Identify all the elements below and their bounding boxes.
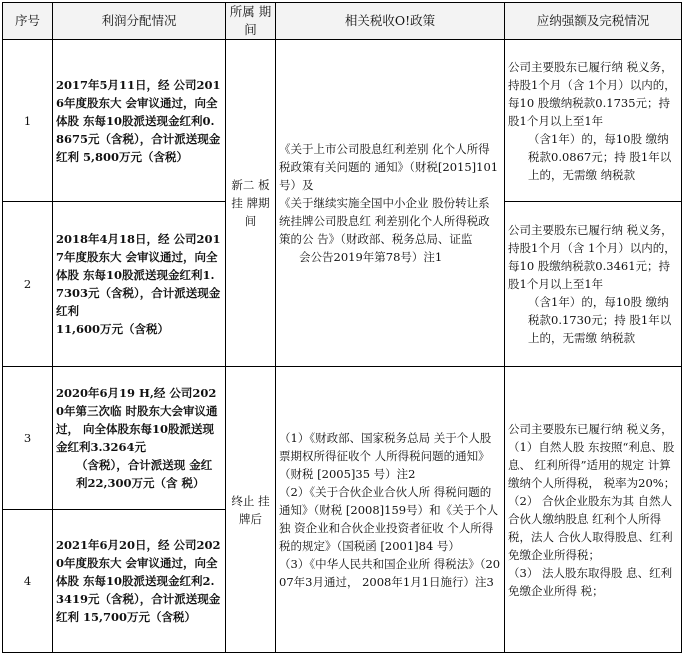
policy-text: （3）《中华人民共和国企业所 得税法》（2007年3月通过， 2008年1月1日施行）注3 — [279, 556, 501, 589]
profit-text: 2017年5月11日，经 公司2016年度股东大 会审议通过，向全体股 东每10股派送现金红利0.8675元（含税），合计派送现金红利 5,800万元（含税） — [56, 77, 221, 164]
tax-table — [2, 2, 682, 653]
profit-cell — [53, 202, 226, 367]
header-period: 所属 期间 — [226, 3, 276, 40]
profit-cell — [53, 510, 226, 653]
policy-cell — [276, 40, 505, 367]
profit-text: 2021年6月20日，经 公司2020年度股东大 会审议通过，向全体股 东每10股派送现金红利2.3419元（含税），合计派送现金红利 15,700万元（含税） — [56, 538, 221, 624]
policy-cell — [276, 367, 505, 653]
profit-text: （含税），合计派送现 金红利22,300万元（含 税） — [76, 458, 213, 490]
tax-text: （含1年）的，每10股 缴纳税款0.1730元；持 股1年以上的，无需缴 纳税款 — [528, 295, 672, 345]
tax-text: （含1年）的，每10股 缴纳税款0.0867元；持 股1年以上的，无需缴 纳税款 — [528, 131, 672, 182]
row-number: 2 — [3, 202, 53, 367]
tax-cell — [505, 202, 682, 367]
policy-text: （2）《关于合伙企业合伙人所 得税问题的通知》（财税 [2008]159号）和《关于个人独 资企业和合伙企业投资者征收 个人所得税的规定》（国税函 [2001]84 号） — [279, 484, 499, 553]
profit-text: 11,600万元（含税） — [56, 322, 170, 336]
table-row — [3, 40, 682, 202]
period-cell: 终止 挂 牌后 — [226, 367, 276, 653]
row-number: 3 — [3, 367, 53, 510]
header-tax: 应纳强额及完税情况 — [505, 3, 682, 40]
tax-cell — [505, 40, 682, 202]
profit-cell — [53, 40, 226, 202]
header-row — [3, 3, 682, 40]
tax-cell — [505, 367, 682, 653]
policy-text: 会公告2019年第78号）注1 — [299, 250, 443, 264]
tax-text: （2） 合伙企业股东为其 自然人合伙人缴纳股息 红利个人所得税，法人 合伙人取得股息、红利 免缴企业所得税； — [508, 493, 673, 562]
policy-text: （1）《财政部、国家税务总局 关于个人股票期权所得征收个 人所得税问题的通知》（财税 [2005]35 号）注2 — [279, 430, 492, 481]
header-policy: 相关税收O!政策 — [276, 3, 505, 40]
header-profit: 利润分配情况 — [53, 3, 226, 40]
tax-text: 公司主要股东已履行纳 税义务，持股1个月（含 1个月）以内的，每10 股缴纳税款0.1735元；持股1个月以上至1年 — [508, 59, 676, 128]
tax-text: （3） 法人股东取得股 息、红利免缴企业所得 税； — [508, 565, 673, 598]
table-row — [3, 367, 682, 510]
row-number: 1 — [3, 40, 53, 202]
tax-text: 公司主要股东已履行纳 税义务，（1）自然人股 东按照“利息、股息、 红利所得”适用的规定 计算缴纳个人所得税， 税率为20%； — [508, 421, 676, 490]
profit-cell — [53, 367, 226, 510]
tax-text: 公司主要股东已履行纳 税义务，持股1个月（含 1个月）以内的，每10 股缴纳税款0.3461元；持股1个月以上至1年 — [508, 223, 676, 291]
profit-text: 2020年6月19 H,经 公司2020年第三次临 时股东大会审议通过， 向全体股东每10股派送现金红利3.3264元 — [56, 386, 218, 454]
profit-text: 2018年4月18日，经 公司2017年度股东大 会审议通过，向全体股 东每10股派送现金红利1.7303元（含税），合计派送现金红利 — [56, 232, 221, 318]
policy-text: 《关于继续实施全国中小企业 股份转让系统挂牌公司股息红 利差别化个人所得税政策的公 告》（财政部、税务总局、证监 — [279, 196, 490, 246]
header-no: 序号 — [3, 3, 53, 40]
row-number: 4 — [3, 510, 53, 653]
period-cell: 新二 板 挂 牌期 间 — [226, 40, 276, 367]
policy-text: 《关于上市公司股息红利差别 化个人所得税政策有关问题的 通知》（财税[2015]101号）及 — [279, 142, 499, 192]
